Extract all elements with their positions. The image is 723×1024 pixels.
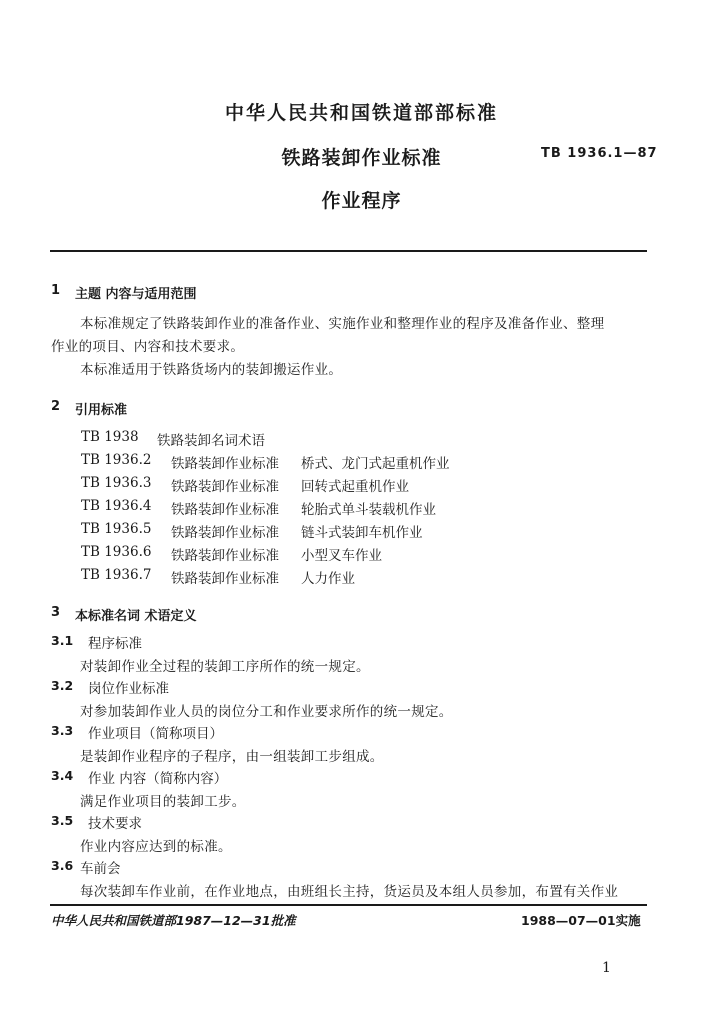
reference-topic: 回转式起重机作业 [301,479,409,495]
reference-topic: 人力作业 [301,571,355,587]
clause-term: 车前会 [80,861,121,877]
section-1-title: 主题 内容与适用范围 [75,287,197,302]
section-3-number: 3 [51,605,61,620]
clause-number: 3.4 [51,768,74,783]
reference-name: 铁路装卸作业标准 [171,571,279,587]
clause-term: 岗位作业标准 [88,681,169,697]
reference-row [81,544,601,564]
reference-topic: 桥式、龙门式起重机作业 [301,456,450,472]
sub-title: 作业程序 [321,190,402,212]
reference-row [81,567,601,587]
reference-code: TB 1936.2 [81,452,152,468]
standard-number: TB 1936.1—87 [541,146,658,161]
section-2-title: 引用标准 [75,403,128,418]
reference-name: 铁路装卸作业标准 [171,479,279,495]
reference-code: TB 1936.3 [81,475,152,491]
clause-number: 3.3 [51,723,74,738]
clause-term: 作业 内容（简称内容） [88,771,228,787]
section-1-number: 1 [51,283,61,298]
clause-definition: 作业内容应达到的标准。 [80,839,232,855]
section-2-number: 2 [51,399,61,414]
section-1-para-1-line-2: 作业的项目、内容和技术要求。 [51,339,245,355]
clause-number: 3.2 [51,678,74,693]
reference-row [81,498,601,518]
reference-topic: 小型叉车作业 [301,548,382,564]
reference-name: 铁路装卸作业标准 [171,456,279,472]
reference-topic: 链斗式装卸车机作业 [301,525,423,541]
section-3-title: 本标准名词 术语定义 [75,609,197,624]
reference-code: TB 1936.7 [81,567,152,583]
clause-number: 3.6 [51,858,74,873]
clause-definition: 是装卸作业程序的子程序，由一组装卸工步组成。 [80,749,384,765]
reference-code: TB 1936.5 [81,521,152,537]
org-title: 中华人民共和国铁道部部标准 [224,102,498,124]
reference-row [81,521,601,541]
page-number: 1 [602,960,611,976]
section-1-para-1-line-1: 本标准规定了铁路装卸作业的准备作业、实施作业和整理作业的程序及准备作业、整理 [80,316,605,332]
clause-definition: 对参加装卸作业人员的岗位分工和作业要求所作的统一规定。 [80,704,453,720]
clause-term: 技术要求 [88,816,142,832]
reference-topic: 轮胎式单斗装载机作业 [301,502,436,518]
clause-definition: 满足作业项目的装卸工步。 [80,794,246,810]
standard-title: 铁路装卸作业标准 [281,147,442,169]
reference-name: 铁路装卸作业标准 [171,502,279,518]
clause-term: 作业项目（简称项目） [88,726,223,742]
reference-code: TB 1936.6 [81,544,152,560]
effective-date: 1988—07—01实施 [521,913,641,928]
reference-row [81,429,601,449]
clause-number: 3.5 [51,813,74,828]
reference-name: 铁路装卸作业标准 [171,548,279,564]
reference-code: TB 1936.4 [81,498,152,514]
reference-row [81,452,601,472]
header-rule [50,250,647,252]
approval-line: 中华人民共和国铁道部1987—12—31批准 [51,913,296,928]
footer-rule [50,904,647,906]
reference-name: 铁路装卸作业标准 [171,525,279,541]
reference-name: 铁路装卸名词术语 [157,433,265,449]
clause-definition: 对装卸作业全过程的装卸工序所作的统一规定。 [80,659,370,675]
clause-definition: 每次装卸车作业前，在作业地点，由班组长主持，货运员及本组人员参加，布置有关作业 [80,884,619,900]
reference-code: TB 1938 [81,429,139,445]
clause-number: 3.1 [51,633,74,648]
reference-row [81,475,601,495]
section-1-para-2: 本标准适用于铁路货场内的装卸搬运作业。 [80,362,343,378]
clause-term: 程序标准 [88,636,142,652]
